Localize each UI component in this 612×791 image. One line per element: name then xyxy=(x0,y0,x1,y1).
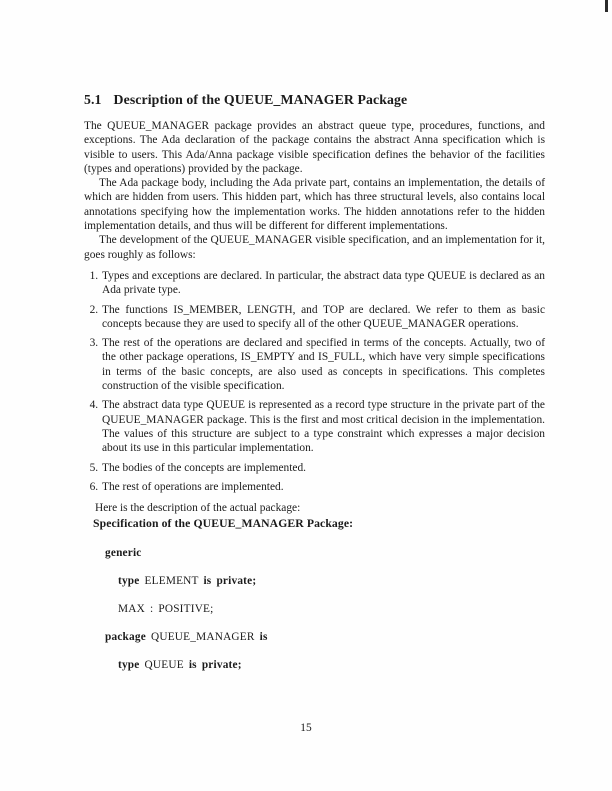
list-item: 5. The bodies of the concepts are implemented. xyxy=(101,461,545,475)
code-keyword: is xyxy=(203,575,212,588)
code-keyword: private; xyxy=(216,575,257,588)
page-number: 15 xyxy=(300,722,312,734)
code-identifier: ELEMENT xyxy=(139,575,204,588)
code-keyword: type xyxy=(118,575,140,588)
code-line-generic xyxy=(84,547,545,560)
code-line-package xyxy=(84,631,545,644)
spec-heading: Specification of the QUEUE_MANAGER Package: xyxy=(93,517,354,531)
code-identifier: MAX : POSITIVE; xyxy=(118,603,214,616)
paragraph-development: The development of the QUEUE_MANAGER visible specification, and an implementation for it, goes roughly as follows: xyxy=(84,234,545,261)
code-line-max-positive xyxy=(84,603,545,616)
code-block xyxy=(84,547,545,672)
code-keyword: generic xyxy=(105,547,142,560)
code-keyword: is xyxy=(188,659,197,672)
paragraph-package-body: The Ada package body, including the Ada private part, contains an implementation, the details of which are hidden from users. This hidden part, which has three structural levels, also contains local annotations specifying how the implementation works. The hidden annotations refer to the hidden implementation details, and thus will be different for different implementations. xyxy=(84,177,545,233)
code-keyword: type xyxy=(118,659,140,672)
code-keyword: is xyxy=(259,631,268,644)
list-item: 1. Types and exceptions are declared. In particular, the abstract data type QUEUE is declared as an Ada private type. xyxy=(101,269,545,298)
page-content xyxy=(84,92,545,672)
numbered-list xyxy=(84,269,545,494)
section-number: 5.1 xyxy=(84,92,102,107)
code-keyword: private; xyxy=(201,659,242,672)
section-title: Description of the QUEUE_MANAGER Package xyxy=(113,92,408,107)
list-item: 4. The abstract data type QUEUE is represented as a record type structure in the private part of the QUEUE_MANAGER package. This is the first and most critical decision in the implementation. The values of this structure are subject to a type constraint which expresses a major decision about its use in this particular implementation. xyxy=(101,398,545,455)
paragraph-intro: The QUEUE_MANAGER package provides an abstract queue type, procedures, functions, and exceptions. The Ada declaration of the package contains the abstract Anna specification which is visible to users. This Ada/Anna package visible specification defines the behavior of the facilities (types and operations) provided by the package. xyxy=(84,120,545,175)
list-item: 2. The functions IS_MEMBER, LENGTH, and TOP are declared. We refer to them as basic concepts because they are used to specify all of the other QUEUE_MANAGER operations. xyxy=(101,303,545,332)
code-line-type-queue xyxy=(84,659,545,672)
code-identifier: QUEUE_MANAGER xyxy=(145,631,260,644)
code-identifier: QUEUE xyxy=(139,659,189,672)
code-keyword: package xyxy=(105,631,146,644)
section-heading xyxy=(84,92,545,108)
list-item: 6. The rest of operations are implemented. xyxy=(101,480,545,494)
code-line-type-element xyxy=(84,575,545,588)
scan-artifact-mark xyxy=(605,0,608,12)
closing-line: Here is the description of the actual package: xyxy=(95,502,301,515)
list-item: 3. The rest of the operations are declared and specified in terms of the concepts. Actually, two of the other package operations, IS_EMPTY and IS_FULL, which have very simple specifications in terms of the basic concepts, are also used as concepts in specifications. This completes construction of the visible specification. xyxy=(101,336,545,393)
